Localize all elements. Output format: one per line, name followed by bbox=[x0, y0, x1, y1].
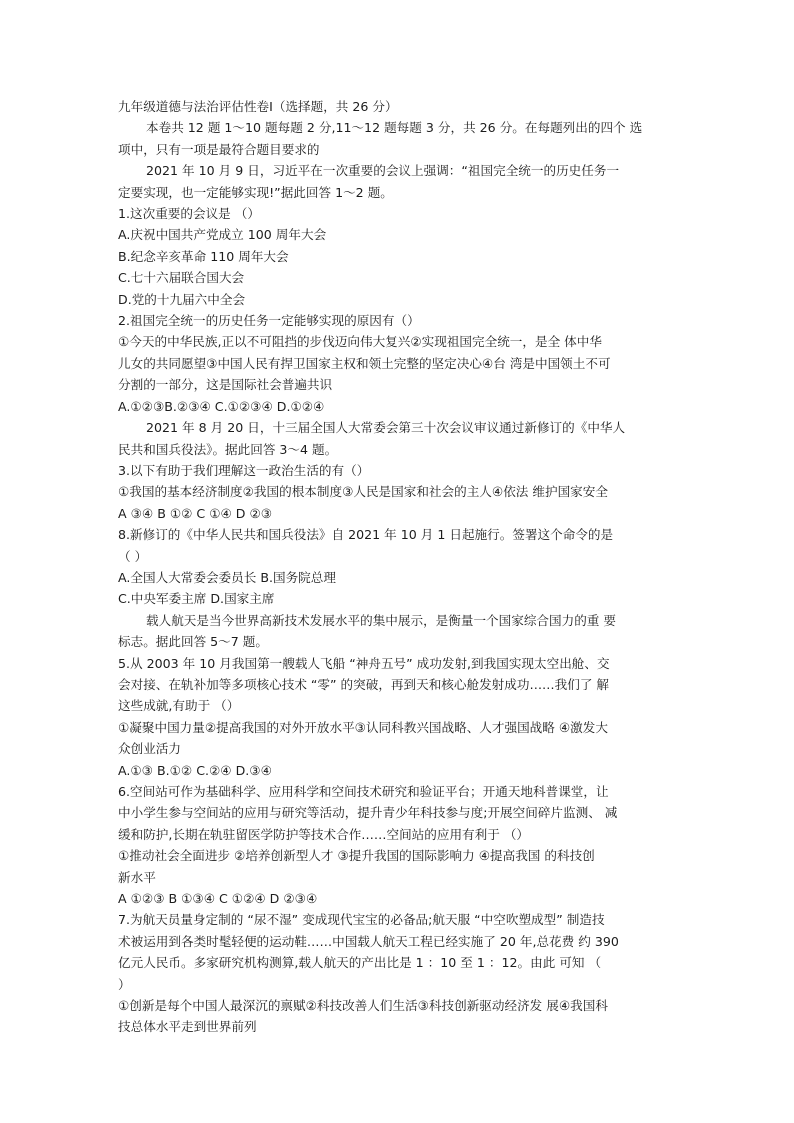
question-4-bracket: （ ） bbox=[118, 548, 148, 564]
passage-3-line-2: 标志。据此回答 5～7 题。 bbox=[118, 634, 268, 650]
question-7-stem-line-1: 7.为航天员量身定制的 “尿不湿” 变成现代宝宝的必备品;航天服 “中空吹塑成型” 制造技 bbox=[118, 912, 605, 928]
question-2-statements-line-2: 儿女的共同愿望③中国人民有捍卫国家主权和领土完整的坚定决心④台 湾是中国领土不可 bbox=[118, 355, 611, 371]
question-5-stem-line-2: 会对接、在轨补加等多项核心技术 “零” 的突破，再到天和核心舱发射成功……我们了 解 bbox=[118, 676, 610, 692]
question-2-statements-line-3: 分割的一部分，这是国际社会普遍共识 bbox=[118, 377, 333, 393]
question-3-options: A ③④ B ①② C ①④ D ②③ bbox=[118, 505, 273, 521]
question-6-stem-line-1: 6.空间站可作为基础科学、应用科学和空间技术研究和验证平台；开通天地科普课堂，让 bbox=[118, 784, 609, 799]
question-2-stem: 2.祖国完全统一的历史任务一定能够实现的原因有（） bbox=[118, 313, 420, 329]
instructions-line-1: 本卷共 12 题 1～10 题每题 2 分,11～12 题每题 3 分，共 26 分。在每题列出的四个 选 bbox=[146, 120, 643, 136]
question-1-option-b: B.纪念辛亥革命 110 周年大会 bbox=[118, 248, 289, 264]
passage-3-line-1: 载人航天是当今世界高新技术发展水平的集中展示，是衡量一个国家综合国力的重 要 bbox=[146, 612, 616, 628]
passage-1-line-2: 定要实现，也一定能够实现!”据此回答 1～2 题。 bbox=[118, 184, 393, 200]
question-7-statements-line-1: ①创新是每个中国人最深沉的禀赋②科技改善人们生活③科技创新驱动经济发 展④我国科 bbox=[118, 998, 608, 1014]
question-1-stem: 1.这次重要的会议是 （） bbox=[118, 206, 260, 222]
question-6-stem-line-3: 缓和防护,长期在轨驻留医学防护等技术合作……空间站的应用有利于 （） bbox=[118, 826, 530, 842]
passage-1-line-1: 2021 年 10 月 9 日，习近平在一次重要的会议上强调：“祖国完全统一的历史任务一 bbox=[146, 163, 620, 179]
question-7-stem-line-2: 术被运用到各类时髦轻便的运动鞋……中国载人航天工程已经实施了 20 年,总花费 约 390 bbox=[118, 933, 619, 949]
question-1-option-c: C.七十六届联合国大会 bbox=[118, 270, 245, 286]
question-4-options-cd: C.中央军委主席 D.国家主席 bbox=[118, 591, 275, 607]
question-6-stem-line-2: 中小学生参与空间站的应用与研究等活动，提升青少年科技参与度;开展空间碎片监测、 减 bbox=[118, 805, 618, 821]
question-6-statements-line-2: 新水平 bbox=[118, 869, 156, 885]
question-7-stem-line-3: 亿元人民币。多家研究机构测算,载人航天的产出比是 1 ：10 至 1 ：12。由此 可知 （ bbox=[118, 955, 602, 971]
question-4-options-ab: A.全国人大常委会委员长 B.国务院总理 bbox=[118, 569, 336, 585]
question-1-option-d: D.党的十九届六中全会 bbox=[118, 291, 246, 307]
passage-2-line-1: 2021 年 8 月 20 日，十三届全国人大常委会第三十次会议审议通过新修订的《中华人 bbox=[146, 420, 626, 436]
exam-page bbox=[118, 96, 678, 1038]
question-5-statements-line-1: ①凝聚中国力量②提高我国的对外开放水平③认同科教兴国战略、人才强国战略 ④激发大 bbox=[118, 719, 608, 735]
question-7-statements-line-2: 技总体水平走到世界前列 bbox=[118, 1019, 257, 1035]
question-2-statements-line-1: ①今天的中华民族,正以不可阻挡的步伐迈向伟大复兴②实现祖国完全统一，是全 体中华 bbox=[118, 334, 602, 350]
question-5-statements-line-2: 众创业活力 bbox=[118, 741, 181, 757]
instructions-line-2: 项中，只有一项是最符合题目要求的 bbox=[118, 141, 320, 157]
question-5-stem-line-3: 这些成就,有助于 （） bbox=[118, 698, 240, 714]
question-1-option-a: A.庆祝中国共产党成立 100 周年大会 bbox=[118, 227, 327, 243]
question-4-stem: 8.新修订的《中华人民共和国兵役法》自 2021 年 10 月 1 日起施行。签署这个命令的是 bbox=[118, 527, 614, 543]
question-7-bracket: ） bbox=[118, 976, 131, 992]
exam-title: 九年级道德与法治评估性卷Ⅰ（选择题，共 26 分） bbox=[118, 99, 398, 114]
question-5-options: A.①③ B.①② C.②④ D.③④ bbox=[118, 762, 272, 778]
question-6-statements-line-1: ①推动社会全面进步 ②培养创新型人才 ③提升我国的国际影响力 ④提高我国 的科技创 bbox=[118, 848, 595, 864]
question-2-options: A.①②③B.②③④ C.①②③④ D.①②④ bbox=[118, 398, 325, 414]
question-3-statements: ①我国的基本经济制度②我国的根本制度③人民是国家和社会的主人④依法 维护国家安全 bbox=[118, 484, 608, 500]
question-3-stem: 3.以下有助于我们理解这一政治生活的有（） bbox=[118, 462, 370, 478]
passage-2-line-2: 民共和国兵役法》。据此回答 3～4 题。 bbox=[118, 441, 338, 457]
question-5-stem-line-1: 5.从 2003 年 10 月我国第一艘载人飞船 “神舟五号” 成功发射,到我国实现太空出舱、交 bbox=[118, 655, 610, 671]
question-6-options: A ①②③ B ①③④ C ①②④ D ②③④ bbox=[118, 891, 318, 907]
